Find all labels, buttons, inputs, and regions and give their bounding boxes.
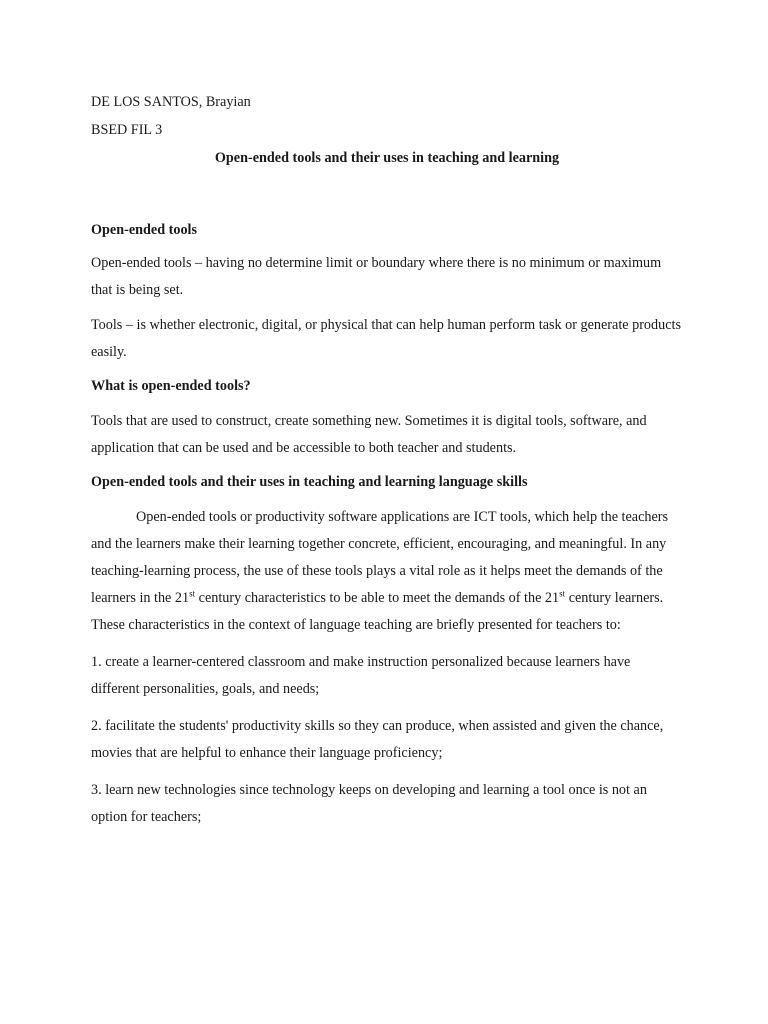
body-text-part-3: century learners. These characteristics in the context of language teaching are briefly presented for teachers to: [91,590,664,633]
section-heading-what-is: What is open-ended tools? [91,378,251,394]
author-name: DE LOS SANTOS, Brayian [91,94,251,110]
document-page [91,92,681,831]
paragraph-uses-body [91,504,681,639]
section-heading-open-ended-tools: Open-ended tools [91,222,198,238]
body-text-part-1: Open-ended tools or productivity software applications are ICT tools, which help the teachers and the learners make their learning together concrete, efficient, encouraging, and meaningful. In any teaching-learning process, the use of these tools plays a vital role as it helps meet the demands of the learners in the 21 [91,509,669,606]
course-label: BSED FIL 3 [91,122,163,138]
document-title: Open-ended tools and their uses in teaching and learning [214,150,560,166]
ordinal-superscript-1: st [189,588,196,599]
ordinal-superscript-2: st [559,588,566,599]
definition-open-ended-tools: Open-ended tools – having no determine limit or boundary where there is no minimum or maximum that is being set. [91,255,662,298]
list-item: 2. facilitate the students' productivity skills so they can produce, when assisted and given the chance, movies that are helpful to enhance their language proficiency; [91,718,664,761]
body-text-part-2: century characteristics to be able to meet the demands of the 21 [195,590,560,606]
section-heading-uses: Open-ended tools and their uses in teaching and learning language skills [91,474,528,490]
list-item: 3. learn new technologies since technology keeps on developing and learning a tool once is not an option for teachers; [91,782,647,825]
definition-tools: Tools – is whether electronic, digital, or physical that can help human perform task or generate products easily. [91,317,681,360]
list-item: 1. create a learner-centered classroom and make instruction personalized because learners have different personalities, goals, and needs; [91,654,631,697]
paragraph-what-is: Tools that are used to construct, create something new. Sometimes it is digital tools, software, and application that can be used and be accessible to both teacher and students. [91,413,647,456]
